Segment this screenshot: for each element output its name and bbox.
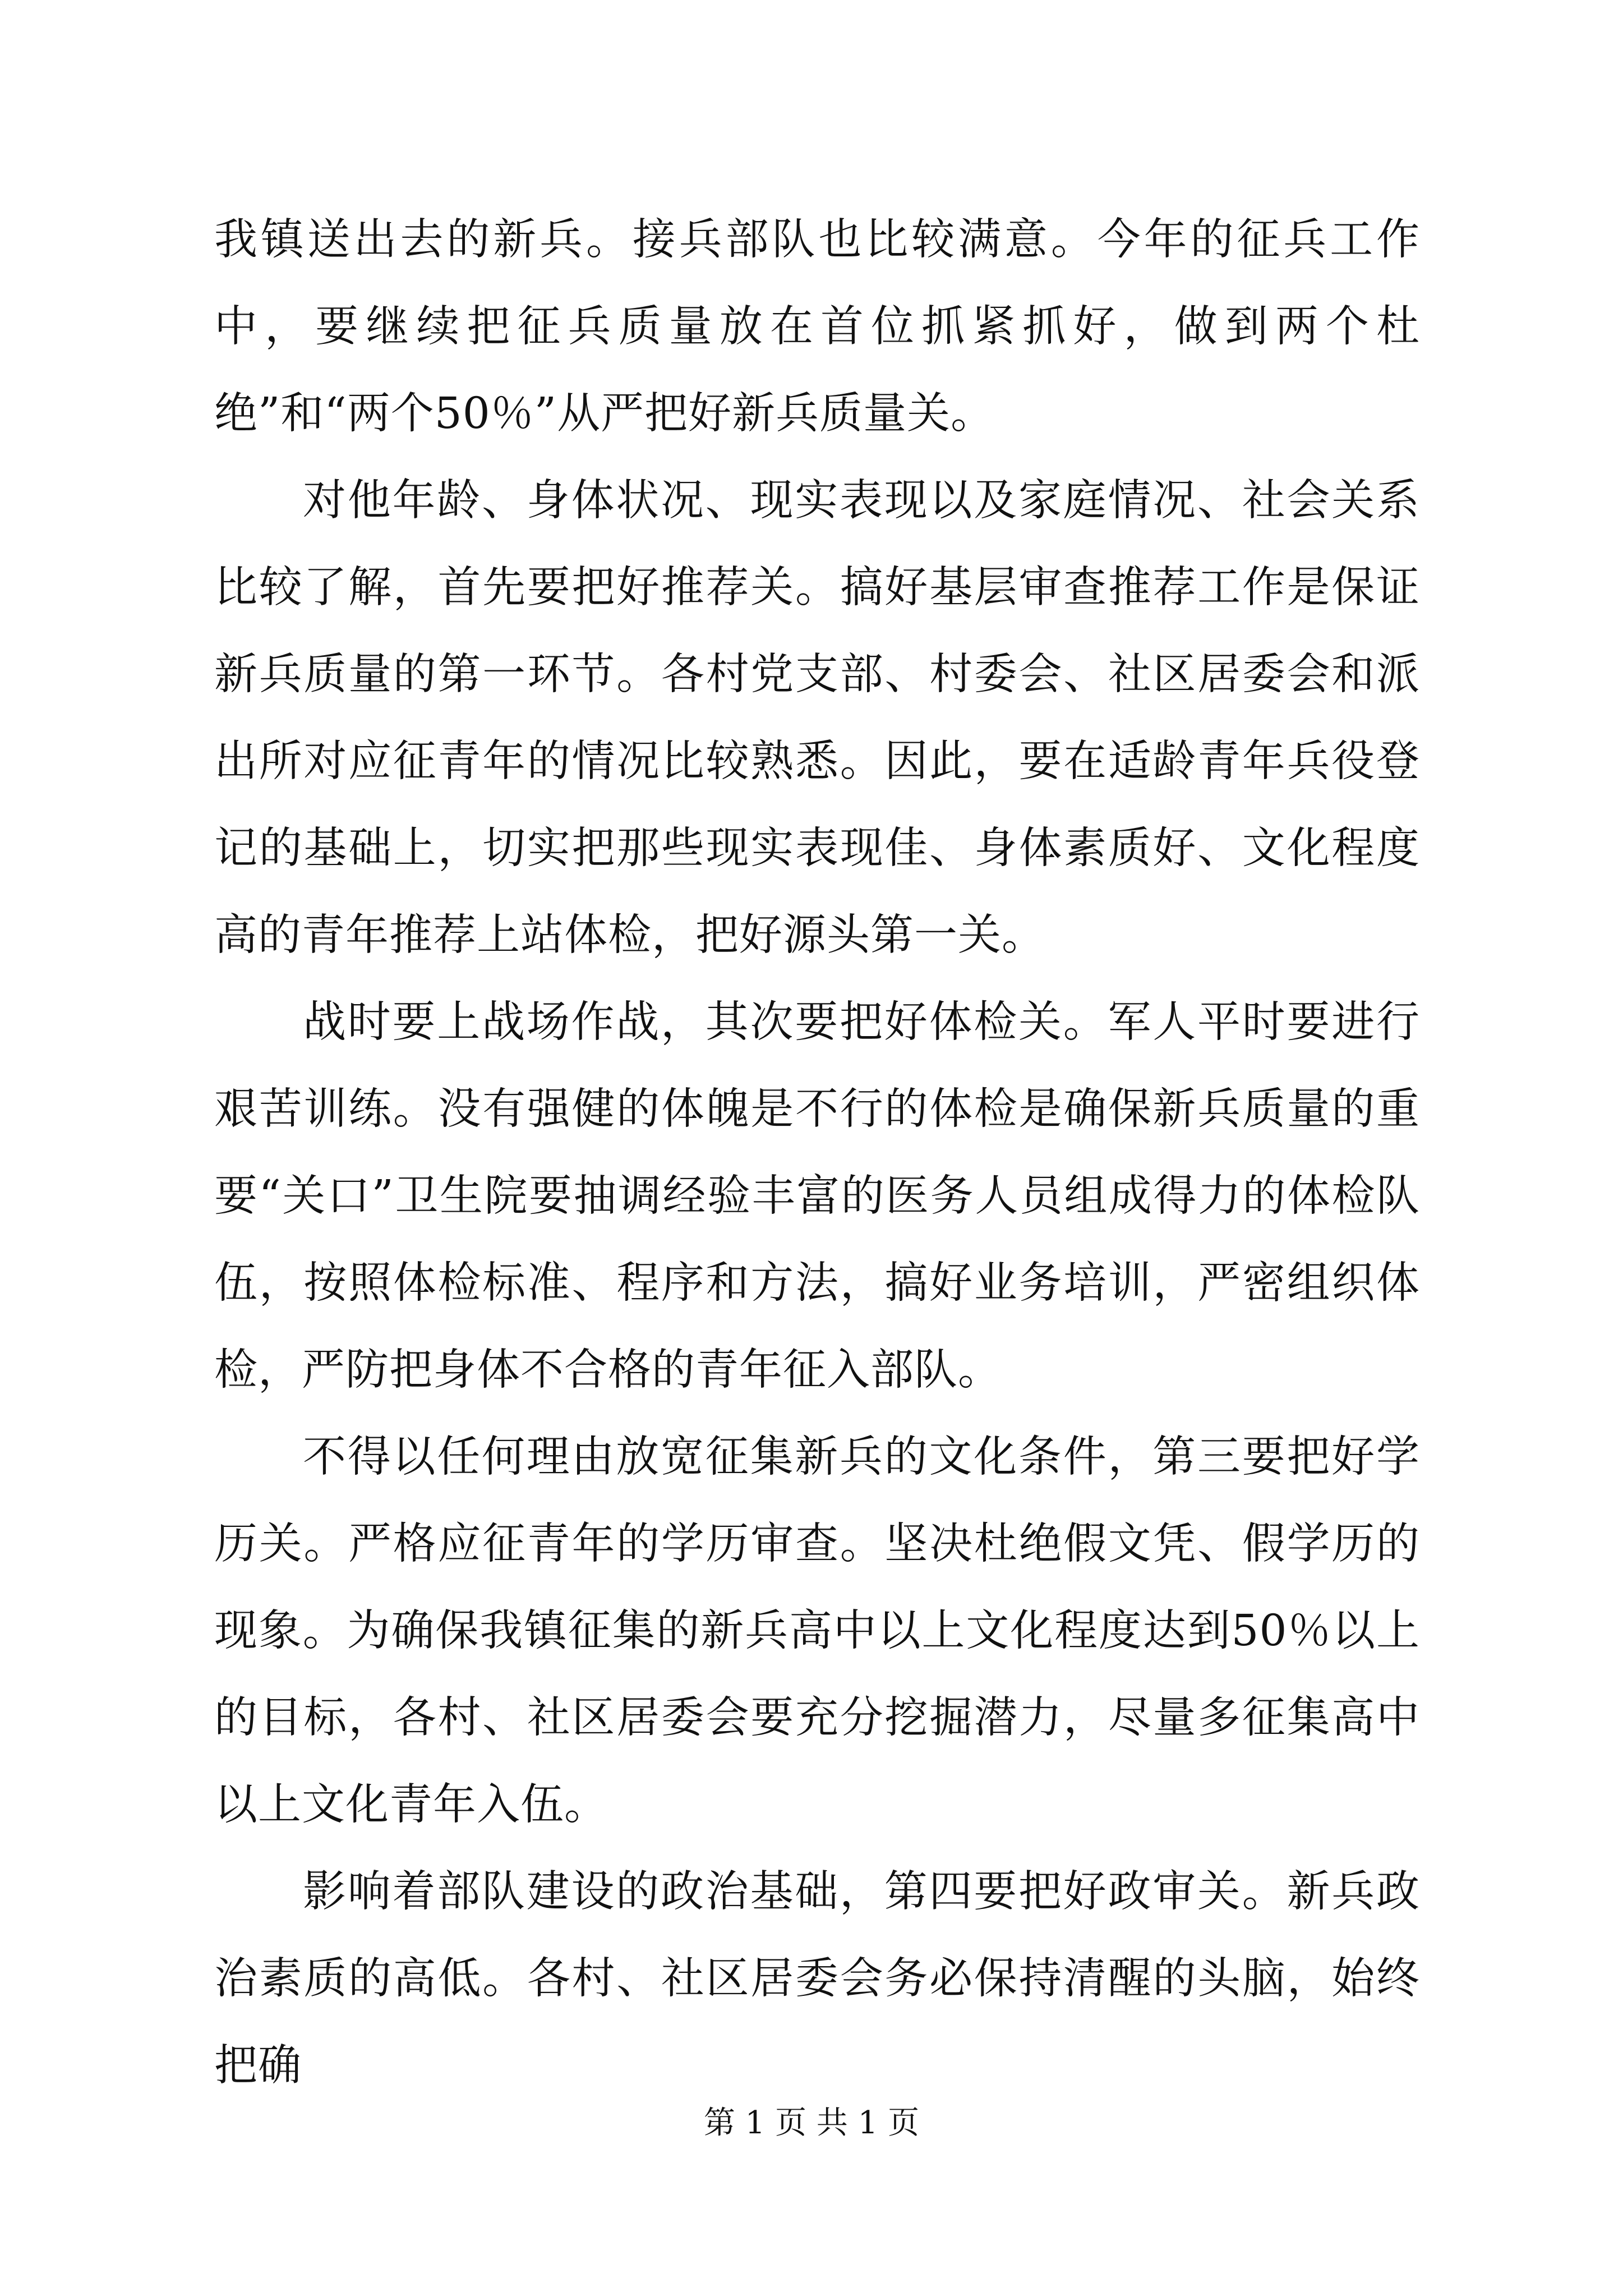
paragraph-5: 影响着部队建设的政治基础，第四要把好政审关。新兵政治素质的高低。各村、社区居委会务必保持清醒的头脑，始终把确	[214, 1867, 1420, 2091]
paragraph-1: 我镇送出去的新兵。接兵部队也比较满意。今年的征兵工作中，要继续把征兵质量放在首位抓紧抓好，做到两个杜绝”和“两个50％”从严把好新兵质量关。	[214, 215, 1420, 439]
document-body	[214, 196, 1420, 2109]
paragraph-3: 战时要上战场作战，其次要把好体检关。军人平时要进行艰苦训练。没有强健的体魄是不行的体检是确保新兵质量的重要“关口”卫生院要抽调经验丰富的医务人员组成得力的体检队伍，按照体检标准、程序和方法，搞好业务培训，严密组织体检，严防把身体不合格的青年征入部队。	[214, 997, 1420, 1395]
paragraph-4: 不得以任何理由放宽征集新兵的文化条件，第三要把好学历关。严格应征青年的学历审查。坚决杜绝假文凭、假学历的现象。为确保我镇征集的新兵高中以上文化程度达到50％以上的目标，各村、社区居委会要充分挖掘潜力，尽量多征集高中以上文化青年入伍。	[214, 1432, 1420, 1830]
paragraph-2: 对他年龄、身体状况、现实表现以及家庭情况、社会关系比较了解，首先要把好推荐关。搞好基层审查推荐工作是保证新兵质量的第一环节。各村党支部、村委会、社区居委会和派出所对应征青年的情况比较熟悉。因此，要在适龄青年兵役登记的基础上，切实把那些现实表现佳、身体素质好、文化程度高的青年推荐上站体检，把好源头第一关。	[214, 476, 1420, 960]
page-footer: 第 1 页 共 1 页	[703, 2105, 920, 2141]
